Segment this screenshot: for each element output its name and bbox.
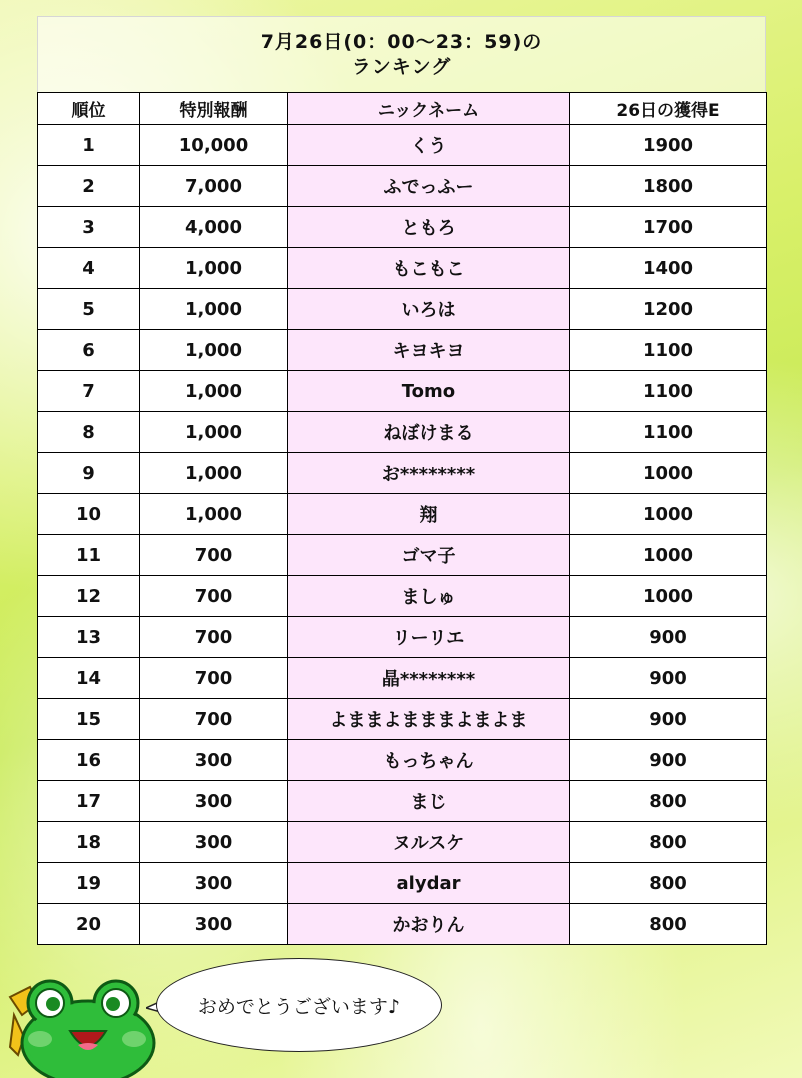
cell-rank: 9 [38,453,140,494]
cell-reward: 700 [140,658,288,699]
cell-rank: 10 [38,494,140,535]
table-row [38,166,767,207]
cell-points: 1100 [570,330,767,371]
table-row [38,658,767,699]
cell-points: 1900 [570,125,767,166]
cell-reward: 300 [140,863,288,904]
table-row [38,699,767,740]
cell-rank: 8 [38,412,140,453]
ranking-rows [38,125,767,945]
table-row [38,740,767,781]
cell-reward: 300 [140,781,288,822]
cell-points: 1000 [570,535,767,576]
cell-name: まじ [288,781,570,822]
cell-reward: 1,000 [140,248,288,289]
table-row [38,248,767,289]
cell-reward: 700 [140,576,288,617]
cell-name: いろは [288,289,570,330]
cell-points: 1100 [570,412,767,453]
ranking-title [37,16,766,92]
table-header-row [38,93,767,125]
cell-rank: 7 [38,371,140,412]
cell-points: 1000 [570,576,767,617]
ranking-sheet [37,16,766,945]
ranking-title-line1: 7月26日(0：00～23：59)の [260,30,543,53]
cell-name: ゴマ子 [288,535,570,576]
cell-points: 900 [570,699,767,740]
cell-name: 晶******** [288,658,570,699]
cell-rank: 13 [38,617,140,658]
cell-points: 800 [570,781,767,822]
table-row [38,412,767,453]
cell-name: ふでっふー [288,166,570,207]
cell-name: 翔 [288,494,570,535]
cell-points: 1800 [570,166,767,207]
cell-reward: 300 [140,740,288,781]
header-reward: 特別報酬 [140,93,288,125]
cell-name: お******** [288,453,570,494]
cell-reward: 300 [140,904,288,945]
cell-reward: 1,000 [140,371,288,412]
cell-rank: 20 [38,904,140,945]
cell-name: alydar [288,863,570,904]
cell-rank: 2 [38,166,140,207]
table-row [38,207,767,248]
cell-reward: 4,000 [140,207,288,248]
cell-rank: 17 [38,781,140,822]
cell-name: リーリエ [288,617,570,658]
cell-name: ヌルスケ [288,822,570,863]
speech-bubble-text: おめでとうございます♪ [197,995,401,1018]
ranking-table [37,92,767,945]
cell-rank: 5 [38,289,140,330]
cell-points: 900 [570,658,767,699]
table-row [38,822,767,863]
table-row [38,863,767,904]
cell-name: もこもこ [288,248,570,289]
header-points: 26日の獲得E [570,93,767,125]
table-row [38,494,767,535]
table-row [38,330,767,371]
table-row [38,125,767,166]
cell-rank: 14 [38,658,140,699]
cell-name: もっちゃん [288,740,570,781]
cell-rank: 3 [38,207,140,248]
cell-rank: 12 [38,576,140,617]
table-row [38,535,767,576]
cell-name: ねぼけまる [288,412,570,453]
cell-points: 800 [570,904,767,945]
cell-name: Tomo [288,371,570,412]
cell-reward: 1,000 [140,289,288,330]
cell-reward: 10,000 [140,125,288,166]
speech-bubble [156,958,442,1052]
cell-name: くう [288,125,570,166]
cell-points: 1200 [570,289,767,330]
cell-reward: 700 [140,535,288,576]
ranking-title-line2: ランキング [351,55,452,78]
cell-points: 1000 [570,453,767,494]
header-name: ニックネーム [288,93,570,125]
table-row [38,576,767,617]
frog-mascot-icon [8,975,158,1078]
cell-reward: 1,000 [140,453,288,494]
header-rank: 順位 [38,93,140,125]
cell-rank: 19 [38,863,140,904]
table-row [38,371,767,412]
cell-points: 1700 [570,207,767,248]
cell-reward: 1,000 [140,412,288,453]
cell-reward: 300 [140,822,288,863]
cell-points: 900 [570,740,767,781]
cell-reward: 1,000 [140,494,288,535]
cell-points: 800 [570,822,767,863]
cell-name: かおりん [288,904,570,945]
cell-points: 900 [570,617,767,658]
table-row [38,289,767,330]
cell-reward: 700 [140,699,288,740]
cell-rank: 6 [38,330,140,371]
cell-rank: 15 [38,699,140,740]
cell-name: キヨキヨ [288,330,570,371]
cell-reward: 7,000 [140,166,288,207]
cell-points: 1000 [570,494,767,535]
cell-rank: 1 [38,125,140,166]
table-row [38,453,767,494]
cell-rank: 4 [38,248,140,289]
table-row [38,904,767,945]
cell-rank: 11 [38,535,140,576]
table-row [38,781,767,822]
cell-name: ましゅ [288,576,570,617]
cell-reward: 700 [140,617,288,658]
cell-points: 800 [570,863,767,904]
cell-rank: 16 [38,740,140,781]
cell-name: よままよまままよまよま [288,699,570,740]
cell-rank: 18 [38,822,140,863]
table-row [38,617,767,658]
cell-reward: 1,000 [140,330,288,371]
cell-points: 1100 [570,371,767,412]
cell-points: 1400 [570,248,767,289]
cell-name: ともろ [288,207,570,248]
